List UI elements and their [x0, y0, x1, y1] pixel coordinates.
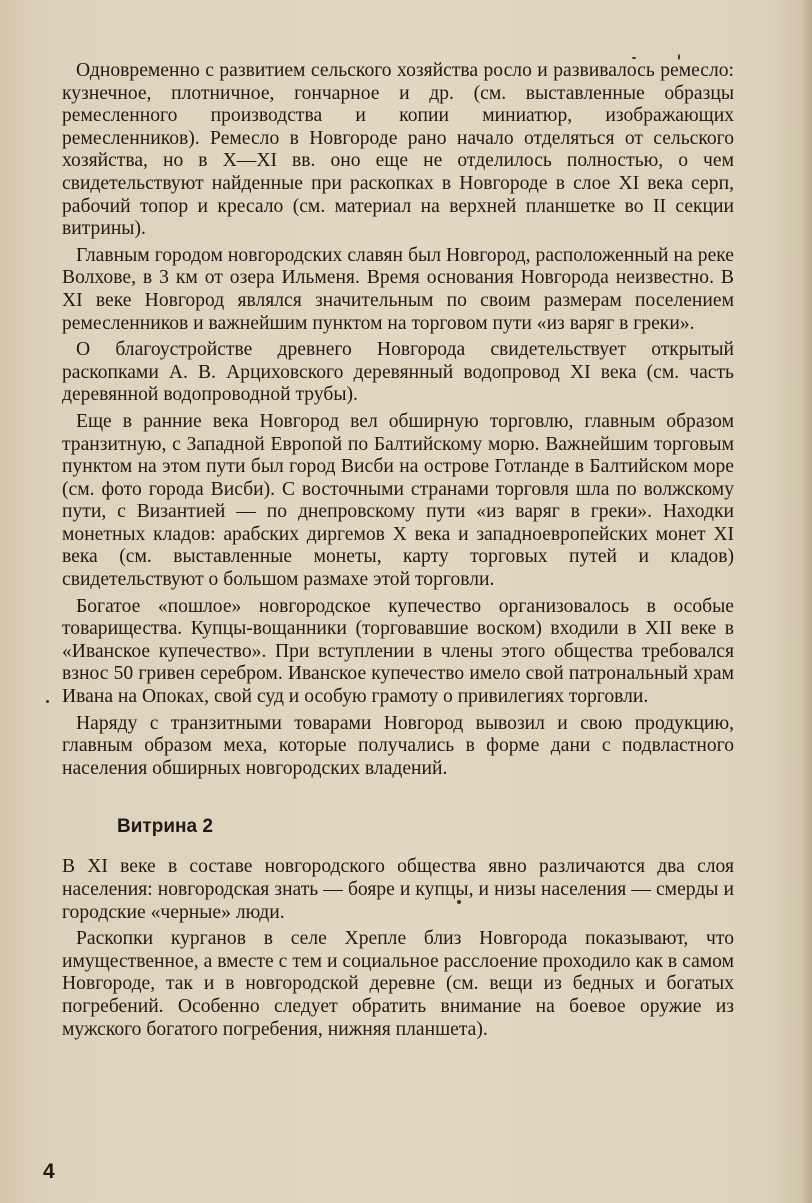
paragraph-crafts: Одновременно с развитием сельского хозяйства росло и развивалось ремесло: кузнечное, плотничное, гончарное и др. (см. выставленные образцы ремесленного производства и копии миниатюр, изображающих ремесленников). Ремесло в Новгороде рано начало отделяться от сельского хозяйства, но в X—XI вв. оно еще не отделилось полностью, о чем свидетельствуют найденные при раскопках в Новгороде в слое XI века серп, рабочий топор и кресало (см. материал на верхней планшетке во II секции витрины). [62, 60, 734, 240]
paragraph-exports: Наряду с транзитными товарами Новгород вывозил и свою продукцию, главным образом меха, которые получались в форме дани с подвластного населения обширных новгородских владений. [62, 712, 734, 779]
page-content [62, 60, 734, 1045]
paragraph-merchants: Богатое «пошлое» новгородское купечество организовалось в особые товарищества. Купцы-вощанники (торговавшие воском) входили в XII веке в «Иванское купечество». При вступлении в члены этого общества требовался взнос 50 гривен серебром. Иванское купечество имело свой патрональный храм Ивана на Опоках, свой суд и особую грамоту о привилегиях торговли. [62, 595, 734, 708]
page-edge [802, 0, 812, 1203]
section-intro [62, 60, 734, 780]
paragraph-excavations: Раскопки курганов в селе Хрепле близ Новгорода показывают, что имущественное, а вместе с тем и социальное расслоение проходило как в самом Новгороде, так и в новгородской деревне (см. вещи из бедных и богатых погребений. Особенно следует обратить внимание на боевое оружие из мужского богатого погребения, нижняя планшета). [62, 928, 734, 1040]
section-heading: Витрина 2 [117, 816, 213, 838]
print-speck [632, 57, 636, 59]
page-number: 4 [43, 1160, 55, 1183]
paragraph-water-pipe: О благоустройстве древнего Новгорода свидетельствует открытый раскопками А. В. Арциховского деревянный водопровод XI века (см. часть деревянной водопроводной трубы). [62, 339, 734, 406]
paragraph-novgorod-city: Главным городом новгородских славян был Новгород, расположенный на реке Волхове, в 3 км от озера Ильменя. Время основания Новгорода неизвестно. В XI веке Новгород являлся значительным по своим размерам поселением ремесленников и важнейшим пунктом на торговом пути «из варяг в греки». [62, 244, 734, 334]
paragraph-trade: Еще в ранние века Новгород вел обширную торговлю, главным образом транзитную, с Западной Европой по Балтийскому морю. Важнейшим торговым пунктом на этом пути был город Висби на острове Готланде в Балтийском море (см. фото города Висби). С восточными странами торговля шла по волжскому пути, с Византией — по днепровскому пути «из варяг в греки». Находки монетных кладов: арабских диргемов X века и западноевропейских монет XI века (см. выставленные монеты, карту торговых путей и кладов) свидетельствуют о большом размахе этой торговли. [62, 410, 734, 591]
section-vitrina-2 [62, 816, 734, 1041]
print-speck [46, 700, 49, 703]
paragraph-social-layers: В XI веке в составе новгородского общества явно различаются два слоя населения: новгородская знать — бояре и купцы, и низы населения — смерды и городские «черные» люди. [62, 856, 734, 923]
